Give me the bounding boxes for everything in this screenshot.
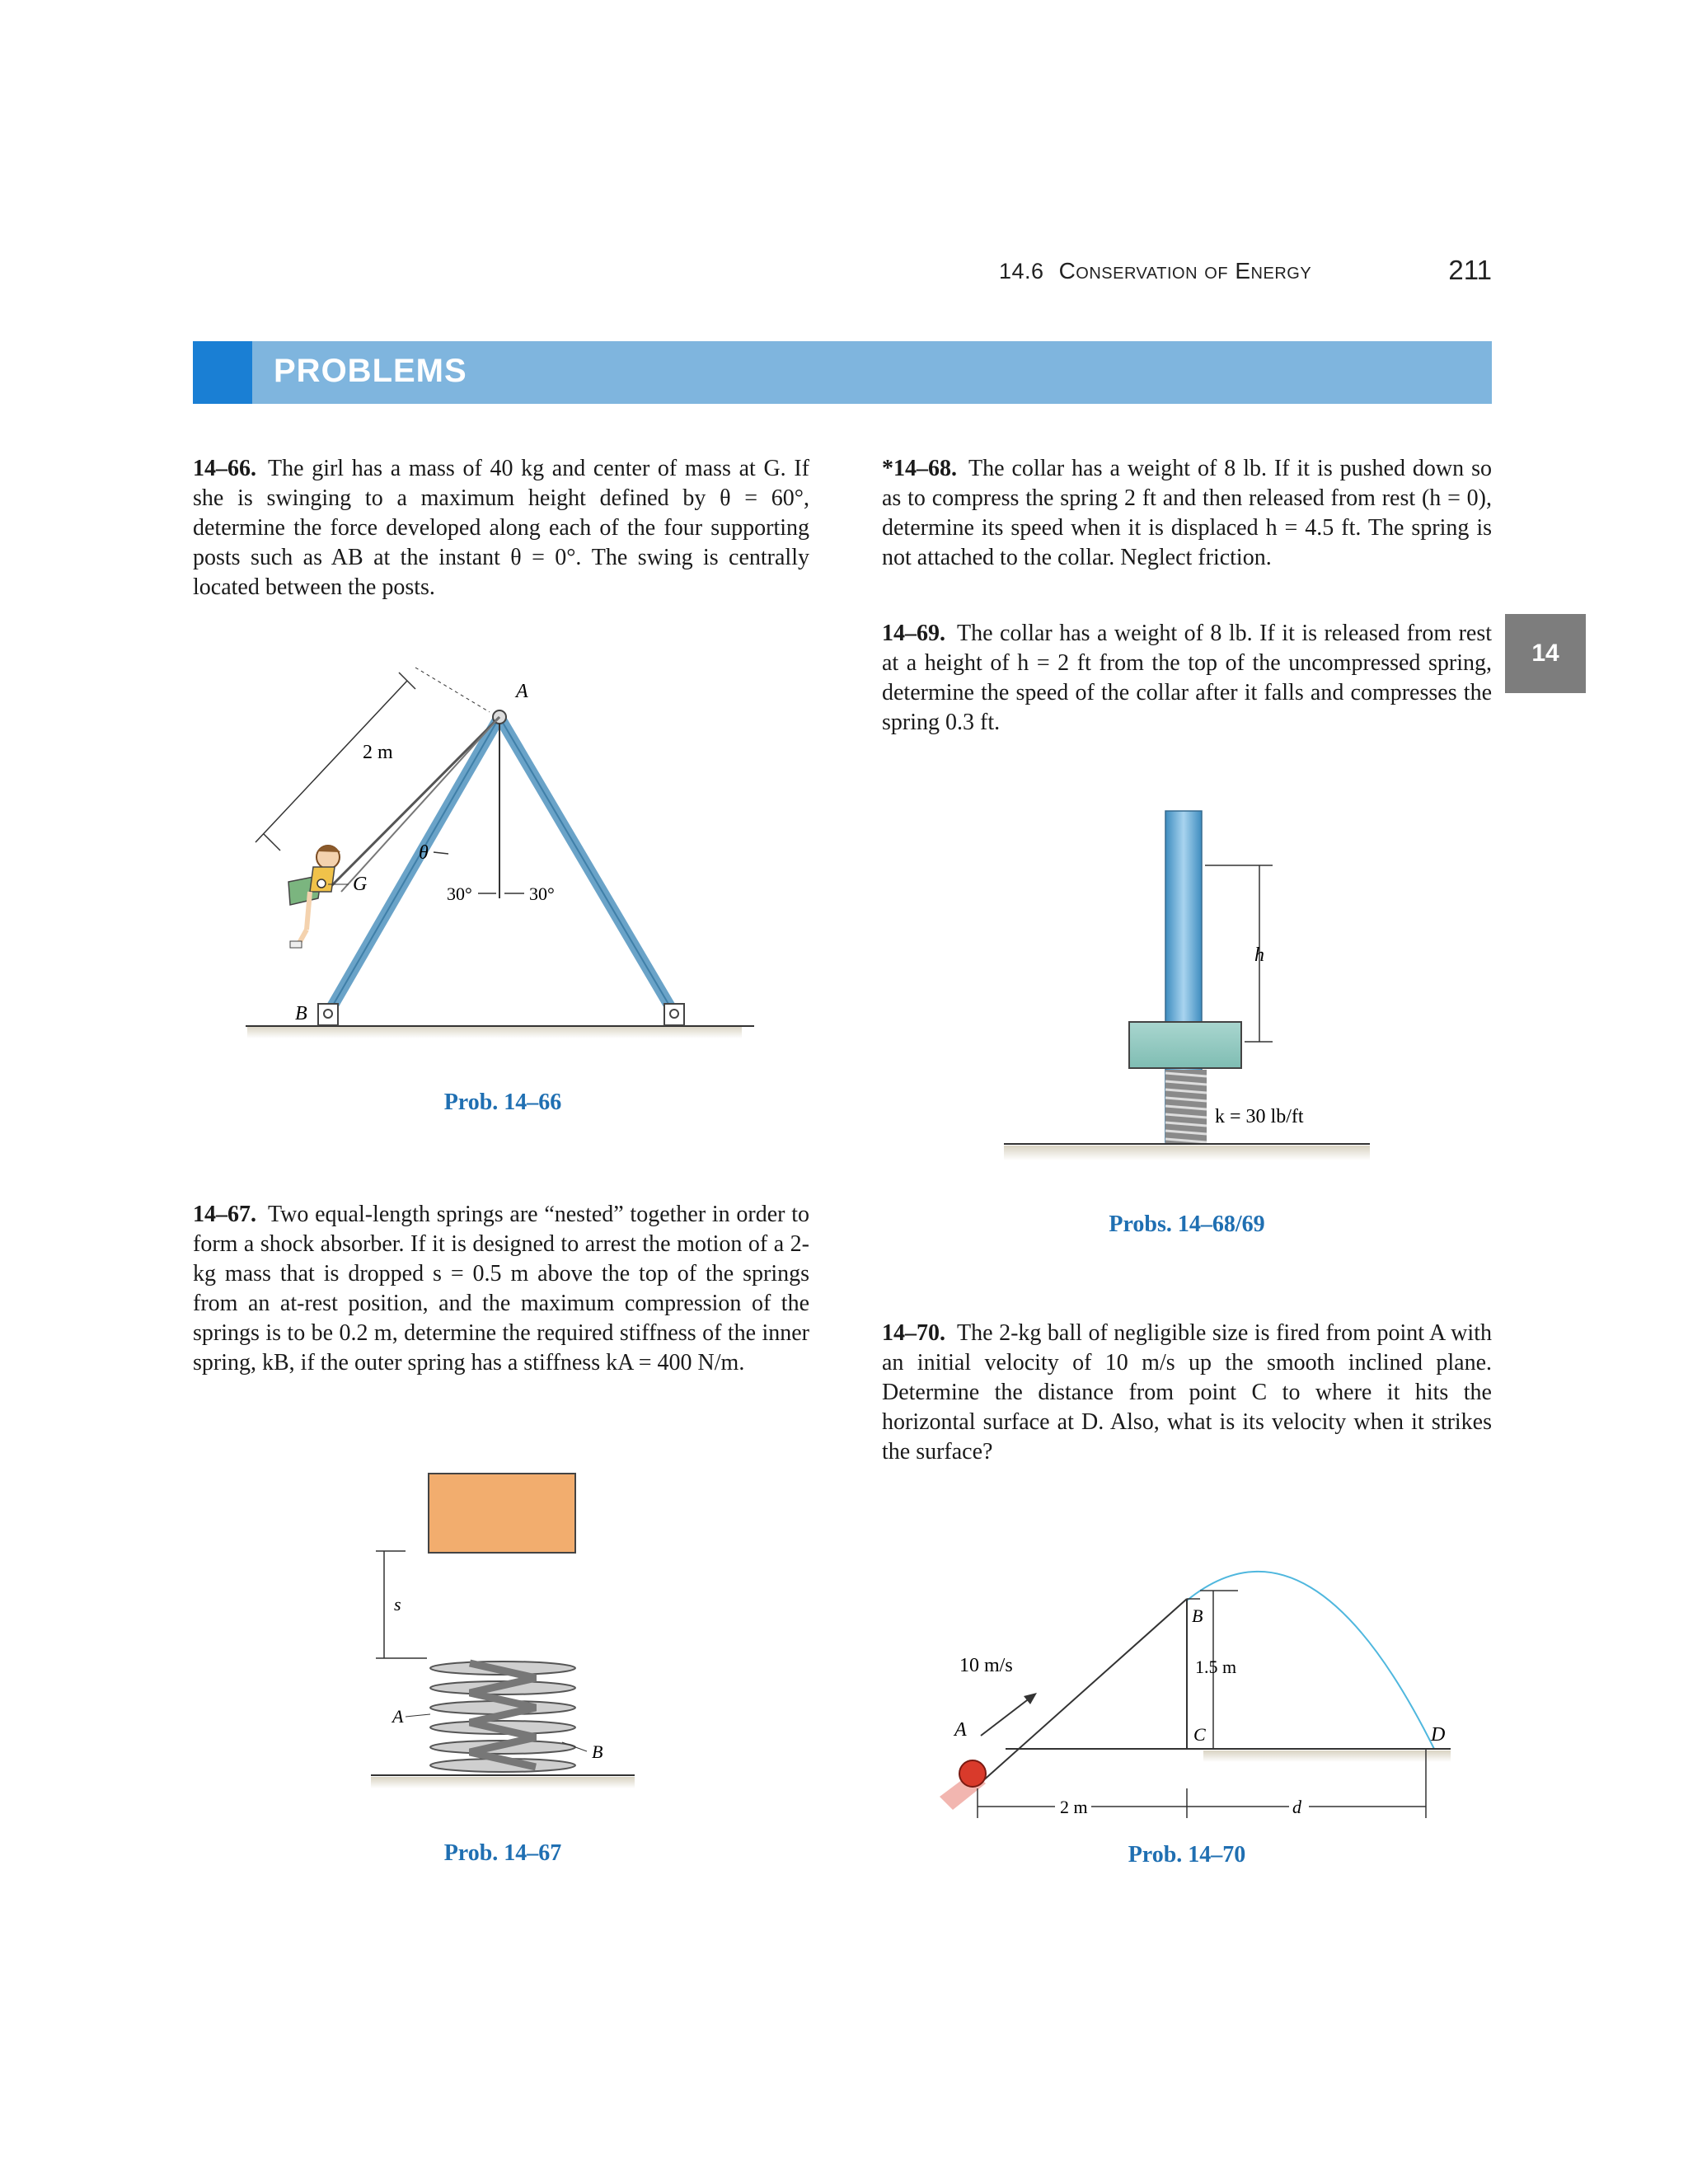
label-s: s bbox=[394, 1594, 401, 1615]
ramp-figure bbox=[923, 1533, 1467, 1846]
swing-figure bbox=[231, 651, 775, 1038]
caption-14-67: Prob. 14–67 bbox=[443, 1840, 562, 1866]
collar-figure bbox=[997, 808, 1385, 1170]
post-left-edge bbox=[328, 717, 499, 1014]
post-right-edge bbox=[499, 717, 674, 1014]
problems-banner bbox=[193, 341, 1492, 404]
problem-text: The collar has a weight of 8 lb. If it is released from rest at a height of h = 2 ft from the top of the uncompressed spring, determine the speed of the collar after it falls and compresses the spring 0.3 ft. bbox=[882, 621, 1492, 735]
problem-14-67 bbox=[193, 1200, 809, 1378]
chapter-tab: 14 bbox=[1505, 614, 1586, 693]
ramp-incline bbox=[973, 1599, 1187, 1790]
label-velocity: 10 m/s bbox=[959, 1655, 1013, 1676]
girl-figure bbox=[288, 846, 340, 948]
label-length: 2 m bbox=[363, 742, 393, 763]
label-base: 2 m bbox=[1060, 1797, 1088, 1817]
label-c: C bbox=[1193, 1724, 1206, 1745]
label-height: 1.5 m bbox=[1195, 1657, 1237, 1677]
page-number: 211 bbox=[1448, 255, 1492, 285]
label-b: B bbox=[592, 1741, 603, 1762]
problem-text: Two equal-length springs are “nested” together in order to form a shock absorber. If it is designed to arrest the motion of a 2-kg mass that is dropped s = 0.5 m above the top of the springs from an at-rest position, and the maximum compression of the springs is to be 0.2 m, determine the required stiffness of the inner spring, kB, if the outer spring has a stiffness kA = 400 N/m. bbox=[193, 1202, 809, 1376]
ground-shading bbox=[1203, 1750, 1451, 1762]
velocity-arrow bbox=[981, 1698, 1030, 1736]
ground-shading bbox=[371, 1777, 635, 1788]
problem-number: *14–68. bbox=[882, 456, 957, 481]
pin-right-hole bbox=[670, 1010, 678, 1018]
section-number: 14.6 bbox=[999, 259, 1044, 284]
running-head bbox=[999, 258, 1329, 284]
extension-line bbox=[415, 668, 490, 712]
label-a: A bbox=[392, 1706, 404, 1727]
springs-figure bbox=[330, 1467, 676, 1813]
ball bbox=[959, 1760, 986, 1787]
problem-14-66 bbox=[193, 454, 809, 602]
label-g: G bbox=[353, 874, 368, 895]
label-theta: θ bbox=[419, 842, 429, 864]
problem-number: 14–69. bbox=[882, 621, 945, 646]
problem-14-70 bbox=[882, 1319, 1492, 1467]
label-d-distance: d bbox=[1292, 1797, 1301, 1817]
spring bbox=[1165, 1070, 1207, 1144]
label-h: h bbox=[1254, 944, 1264, 966]
caption-14-66: Prob. 14–66 bbox=[443, 1090, 562, 1115]
caption-14-70: Prob. 14–70 bbox=[1128, 1842, 1246, 1868]
problem-text: The 2-kg ball of negligible size is fired from point A with an initial velocity of 10 m/s up the smooth inclined plane. Determine the distance from point C to where it hits the horizontal surface at D. Also, what is its velocity when it strikes the surface? bbox=[882, 1320, 1492, 1465]
problem-number: 14–70. bbox=[882, 1320, 945, 1346]
falling-mass-block bbox=[429, 1474, 575, 1553]
problem-14-69 bbox=[882, 619, 1492, 738]
problem-text: The girl has a mass of 40 kg and center of mass at G. If she is swinging to a maximum height defined by θ = 60°, determine the force developed along each of the four supporting posts such as AB at the instant θ = 0°. The swing is centrally located between the posts. bbox=[193, 456, 809, 600]
ground-shading bbox=[1004, 1146, 1370, 1160]
label-a: A bbox=[516, 681, 528, 702]
label-a: A bbox=[954, 1719, 967, 1741]
label-b: B bbox=[295, 1003, 307, 1024]
ground-shading bbox=[247, 1026, 742, 1038]
caption-14-68-69: Probs. 14–68/69 bbox=[1109, 1212, 1265, 1237]
label-b: B bbox=[1192, 1605, 1203, 1626]
pin-b-hole bbox=[324, 1010, 332, 1018]
center-of-mass-marker bbox=[317, 879, 326, 888]
section-title: Conservation of Energy bbox=[1058, 258, 1312, 284]
collar bbox=[1129, 1022, 1241, 1068]
problem-14-68 bbox=[882, 454, 1492, 573]
problem-number: 14–66. bbox=[193, 456, 256, 481]
problem-text: The collar has a weight of 8 lb. If it is pushed down so as to compress the spring 2 ft and then released from rest (h = 0), determine its speed when it is displaced h = 4.5 ft. The spring is not attached to the collar. Neglect friction. bbox=[882, 456, 1492, 570]
label-angle-right: 30° bbox=[529, 883, 555, 904]
label-angle-left: 30° bbox=[447, 883, 472, 904]
label-k: k = 30 lb/ft bbox=[1215, 1106, 1304, 1127]
banner-title: PROBLEMS bbox=[274, 353, 467, 389]
problem-number: 14–67. bbox=[193, 1202, 256, 1227]
label-d: D bbox=[1431, 1724, 1446, 1746]
banner-accent-block bbox=[193, 341, 252, 404]
